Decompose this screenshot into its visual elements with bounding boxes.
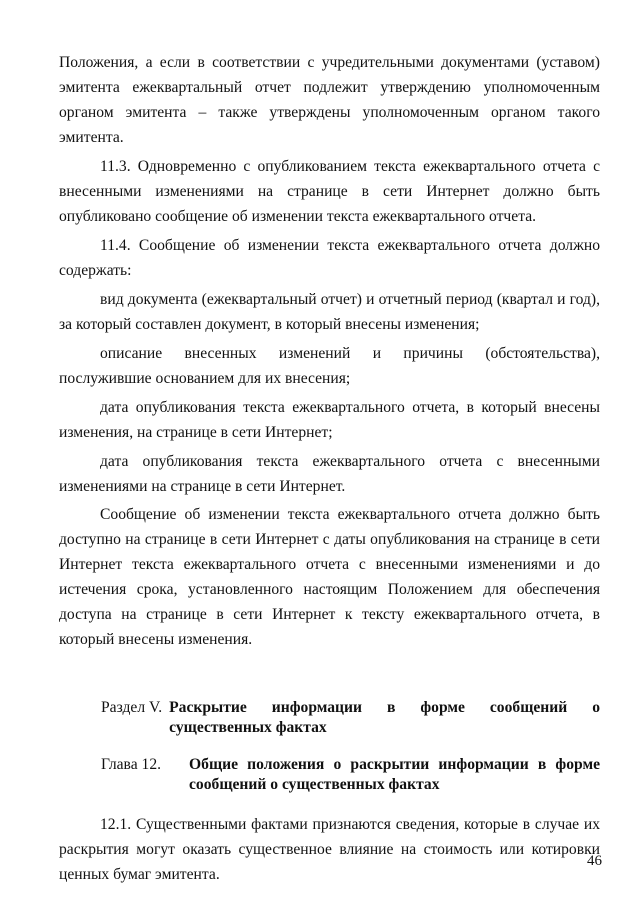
- section-heading: [101, 698, 600, 738]
- paragraph-11-3: 11.3. Одновременно с опубликованием текста ежеквартального отчета с внесенными изменениями на странице в сети Интернет должно быть опубликовано сообщение об изменении текста ежеквартального отчета.: [59, 158, 600, 225]
- list-item-changes-description: описание внесенных изменений и причины (обстоятельства), послужившие основанием для их внесения;: [59, 345, 600, 387]
- chapter-heading: [101, 755, 600, 795]
- chapter-label: Глава 12.: [101, 756, 162, 773]
- paragraph-11-4: 11.4. Сообщение об изменении текста ежеквартального отчета должно содержать:: [59, 237, 600, 279]
- chapter-title: Общие положения о раскрытии информации в форме сообщений о существенных фактах: [189, 756, 600, 793]
- paragraph-availability: Сообщение об изменении текста ежеквартального отчета должно быть доступно на странице в сети Интернет с даты опубликования на странице в сети Интернет текста ежеквартального отчета с внесенными изменениями и до истечения срока, установленного настоящим Положением для обеспечения доступа на странице в сети Интернет к тексту ежеквартального отчета, в который внесены изменения.: [59, 506, 600, 648]
- list-item-document-type: вид документа (ежеквартальный отчет) и отчетный период (квартал и год), за который составлен документ, в который внесены изменения;: [59, 291, 600, 333]
- page-number: 46: [587, 853, 602, 869]
- document-page: [59, 50, 600, 887]
- section-title: Раскрытие информации в форме сообщений о существенных фактах: [169, 699, 600, 736]
- section-label: Раздел V.: [101, 699, 163, 716]
- list-item-amended-publication-date: дата опубликования текста ежеквартального отчета с внесенными изменениями на странице в сети Интернет.: [59, 453, 600, 495]
- paragraph-12-1: 12.1. Существенными фактами признаются сведения, которые в случае их раскрытия могут оказать существенное влияние на стоимость или котировки ценных бумаг эмитента.: [59, 816, 600, 883]
- list-item-original-publication-date: дата опубликования текста ежеквартального отчета, в который внесены изменения, на странице в сети Интернет;: [59, 399, 600, 441]
- paragraph-continuation: Положения, а если в соответствии с учредительными документами (уставом) эмитента ежеквартальный отчет подлежит утверждению уполномоченным органом эмитента – также утверждены уполномоченным органом такого эмитента.: [59, 54, 600, 146]
